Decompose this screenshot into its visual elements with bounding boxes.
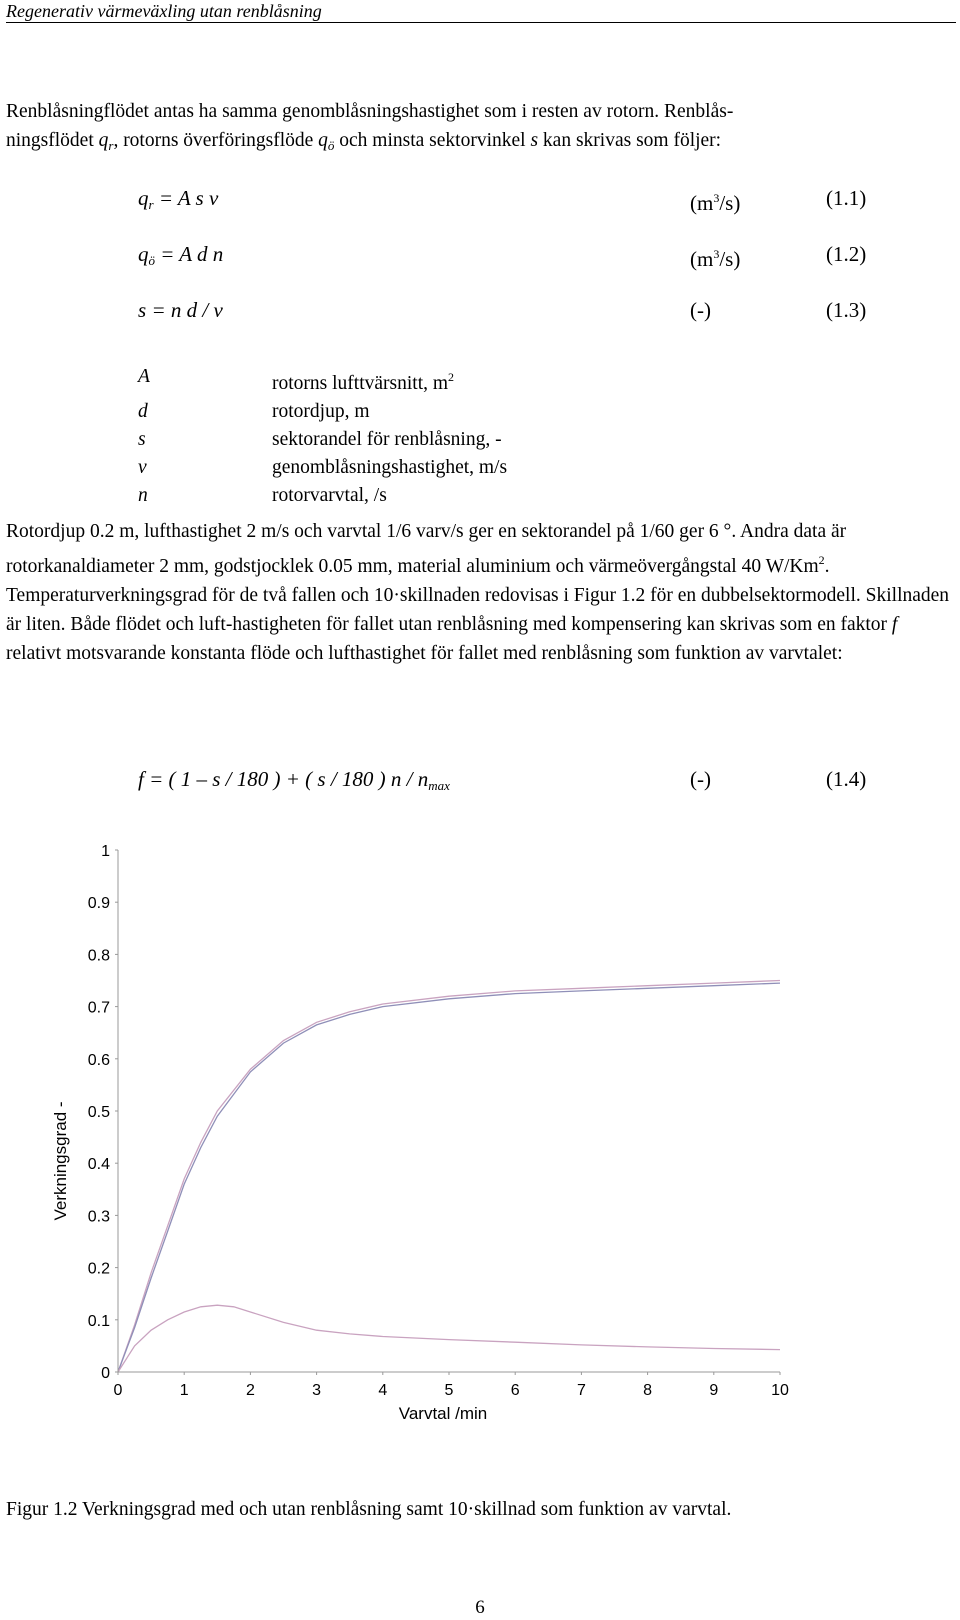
y-tick-label: 0.8 [87, 947, 110, 965]
x-tick-label: 9 [709, 1382, 719, 1399]
efficiency-chart [0, 840, 960, 1560]
x-tick-label: 8 [643, 1382, 653, 1399]
equation-1-3-unit: (-) [690, 298, 711, 322]
variable-row: v genomblåsningshastighet, m/s [138, 457, 508, 478]
equation-1-3: s = n d / v [138, 298, 223, 322]
series-line-2 [118, 983, 780, 1372]
x-tick-label: 3 [312, 1382, 322, 1399]
x-tick-label: 6 [510, 1382, 520, 1399]
y-tick-label: 0.4 [87, 1156, 110, 1174]
intro-line-2d: kan skrivas som följer: [538, 130, 722, 151]
y-tick-label: 0.5 [87, 1104, 110, 1121]
equation-1-4-unit: (-) [690, 767, 711, 791]
y-tick-label: 0 [101, 1365, 110, 1382]
y-axis-label: Verkningsgrad - [51, 1101, 70, 1221]
intro-line-1: Renblåsningflödet antas ha samma genomblåsningshastighet som i resten av rotorn. Renblås- [6, 101, 734, 122]
intro-line-2b: , rotorns överföringsflöde [113, 130, 319, 151]
x-tick-label: 2 [245, 1382, 255, 1399]
variable-row: d rotordjup, m [138, 401, 370, 422]
variable-row: s sektorandel för renblåsning, - [138, 429, 502, 450]
equation-1-4: f = ( 1 – s / 180 ) + ( s / 180 ) n / $n_{max}$ [138, 767, 450, 793]
y-tick-label: 0.9 [87, 895, 110, 913]
y-tick-label: 0.7 [87, 999, 110, 1017]
equation-1-2-number: (1.2) [826, 242, 867, 266]
series-line-3 [118, 1305, 780, 1372]
equation-1-4-number: (1.4) [826, 767, 867, 791]
equation-1-1-number: (1.1) [826, 186, 867, 210]
variable-row: n rotorvarvtal, /s [138, 485, 387, 506]
equation-1-1-unit: $(m^3/s)$ [690, 191, 741, 215]
intro-line-2c: och minsta sektorvinkel [334, 130, 531, 151]
x-tick-label: 7 [576, 1382, 586, 1399]
y-tick-label: 0.3 [87, 1208, 110, 1226]
page-number: 6 [475, 1597, 485, 1618]
variable-row: A rotorns lufttvärsnitt, $m^2$ [138, 366, 455, 394]
x-tick-label: 10 [771, 1382, 789, 1399]
x-axis-label: Varvtal /min [398, 1404, 488, 1423]
equation-1-3-number: (1.3) [826, 298, 867, 322]
equation-1-2-unit: $(m^3/s)$ [690, 247, 741, 271]
x-tick-label: 5 [444, 1382, 454, 1399]
variable-definitions [138, 363, 507, 510]
y-tick-label: 0.1 [87, 1312, 110, 1330]
y-tick-label: 0.6 [87, 1051, 110, 1069]
intro-line-2a: ningsflödet [6, 130, 99, 151]
y-tick-label: 0.2 [87, 1260, 110, 1278]
x-tick-label: 0 [113, 1382, 123, 1399]
running-header: Regenerativ värmeväxling utan renblåsning [6, 0, 956, 23]
x-tick-label: 4 [378, 1382, 388, 1399]
equation-1-2: $q_ö = A$ d n [138, 242, 224, 268]
figure-caption: Figur 1.2 Verkningsgrad med och utan renblåsning samt 10·skillnad som funktion av varvtal. [6, 1499, 732, 1520]
body-paragraph: Rotordjup 0.2 m, lufthastighet 2 m/s och varvtal 1/6 varv/s ger en sektorandel på 1/60 ger 6 °. Andra data är rotorkanaldiameter 2 mm, godstjocklek 0.05 mm, material aluminium och värmeövergångstal 40 W/Km$^2$. Temperaturverkningsgrad för de två fallen och 10·skillnaden redovisas i Figur 1.2 för en dubbelsektormodell. Skillnaden är liten. Både flödet och luft-hastigheten för fallet utan renblåsning med kompensering kan skrivas som en faktor f relativt motsvarande konstanta flöde och lufthastighet för fallet med renblåsning som funktion av varvtalet: [6, 521, 950, 664]
y-tick-label: 1 [101, 843, 110, 860]
equation-1-1: $q_r = A$ s v [138, 186, 219, 212]
intro-paragraph: Renblåsningflödet antas ha samma genomblåsningshastighet som i resten av rotorn. Renblås- ningsflödet $q_r$, rotorns överföringsflöde $q_ö$ och minsta sektorvinkel s kan skrivas som följer: [6, 101, 734, 153]
x-tick-label: 1 [179, 1382, 189, 1399]
series-line-1 [118, 981, 780, 1373]
